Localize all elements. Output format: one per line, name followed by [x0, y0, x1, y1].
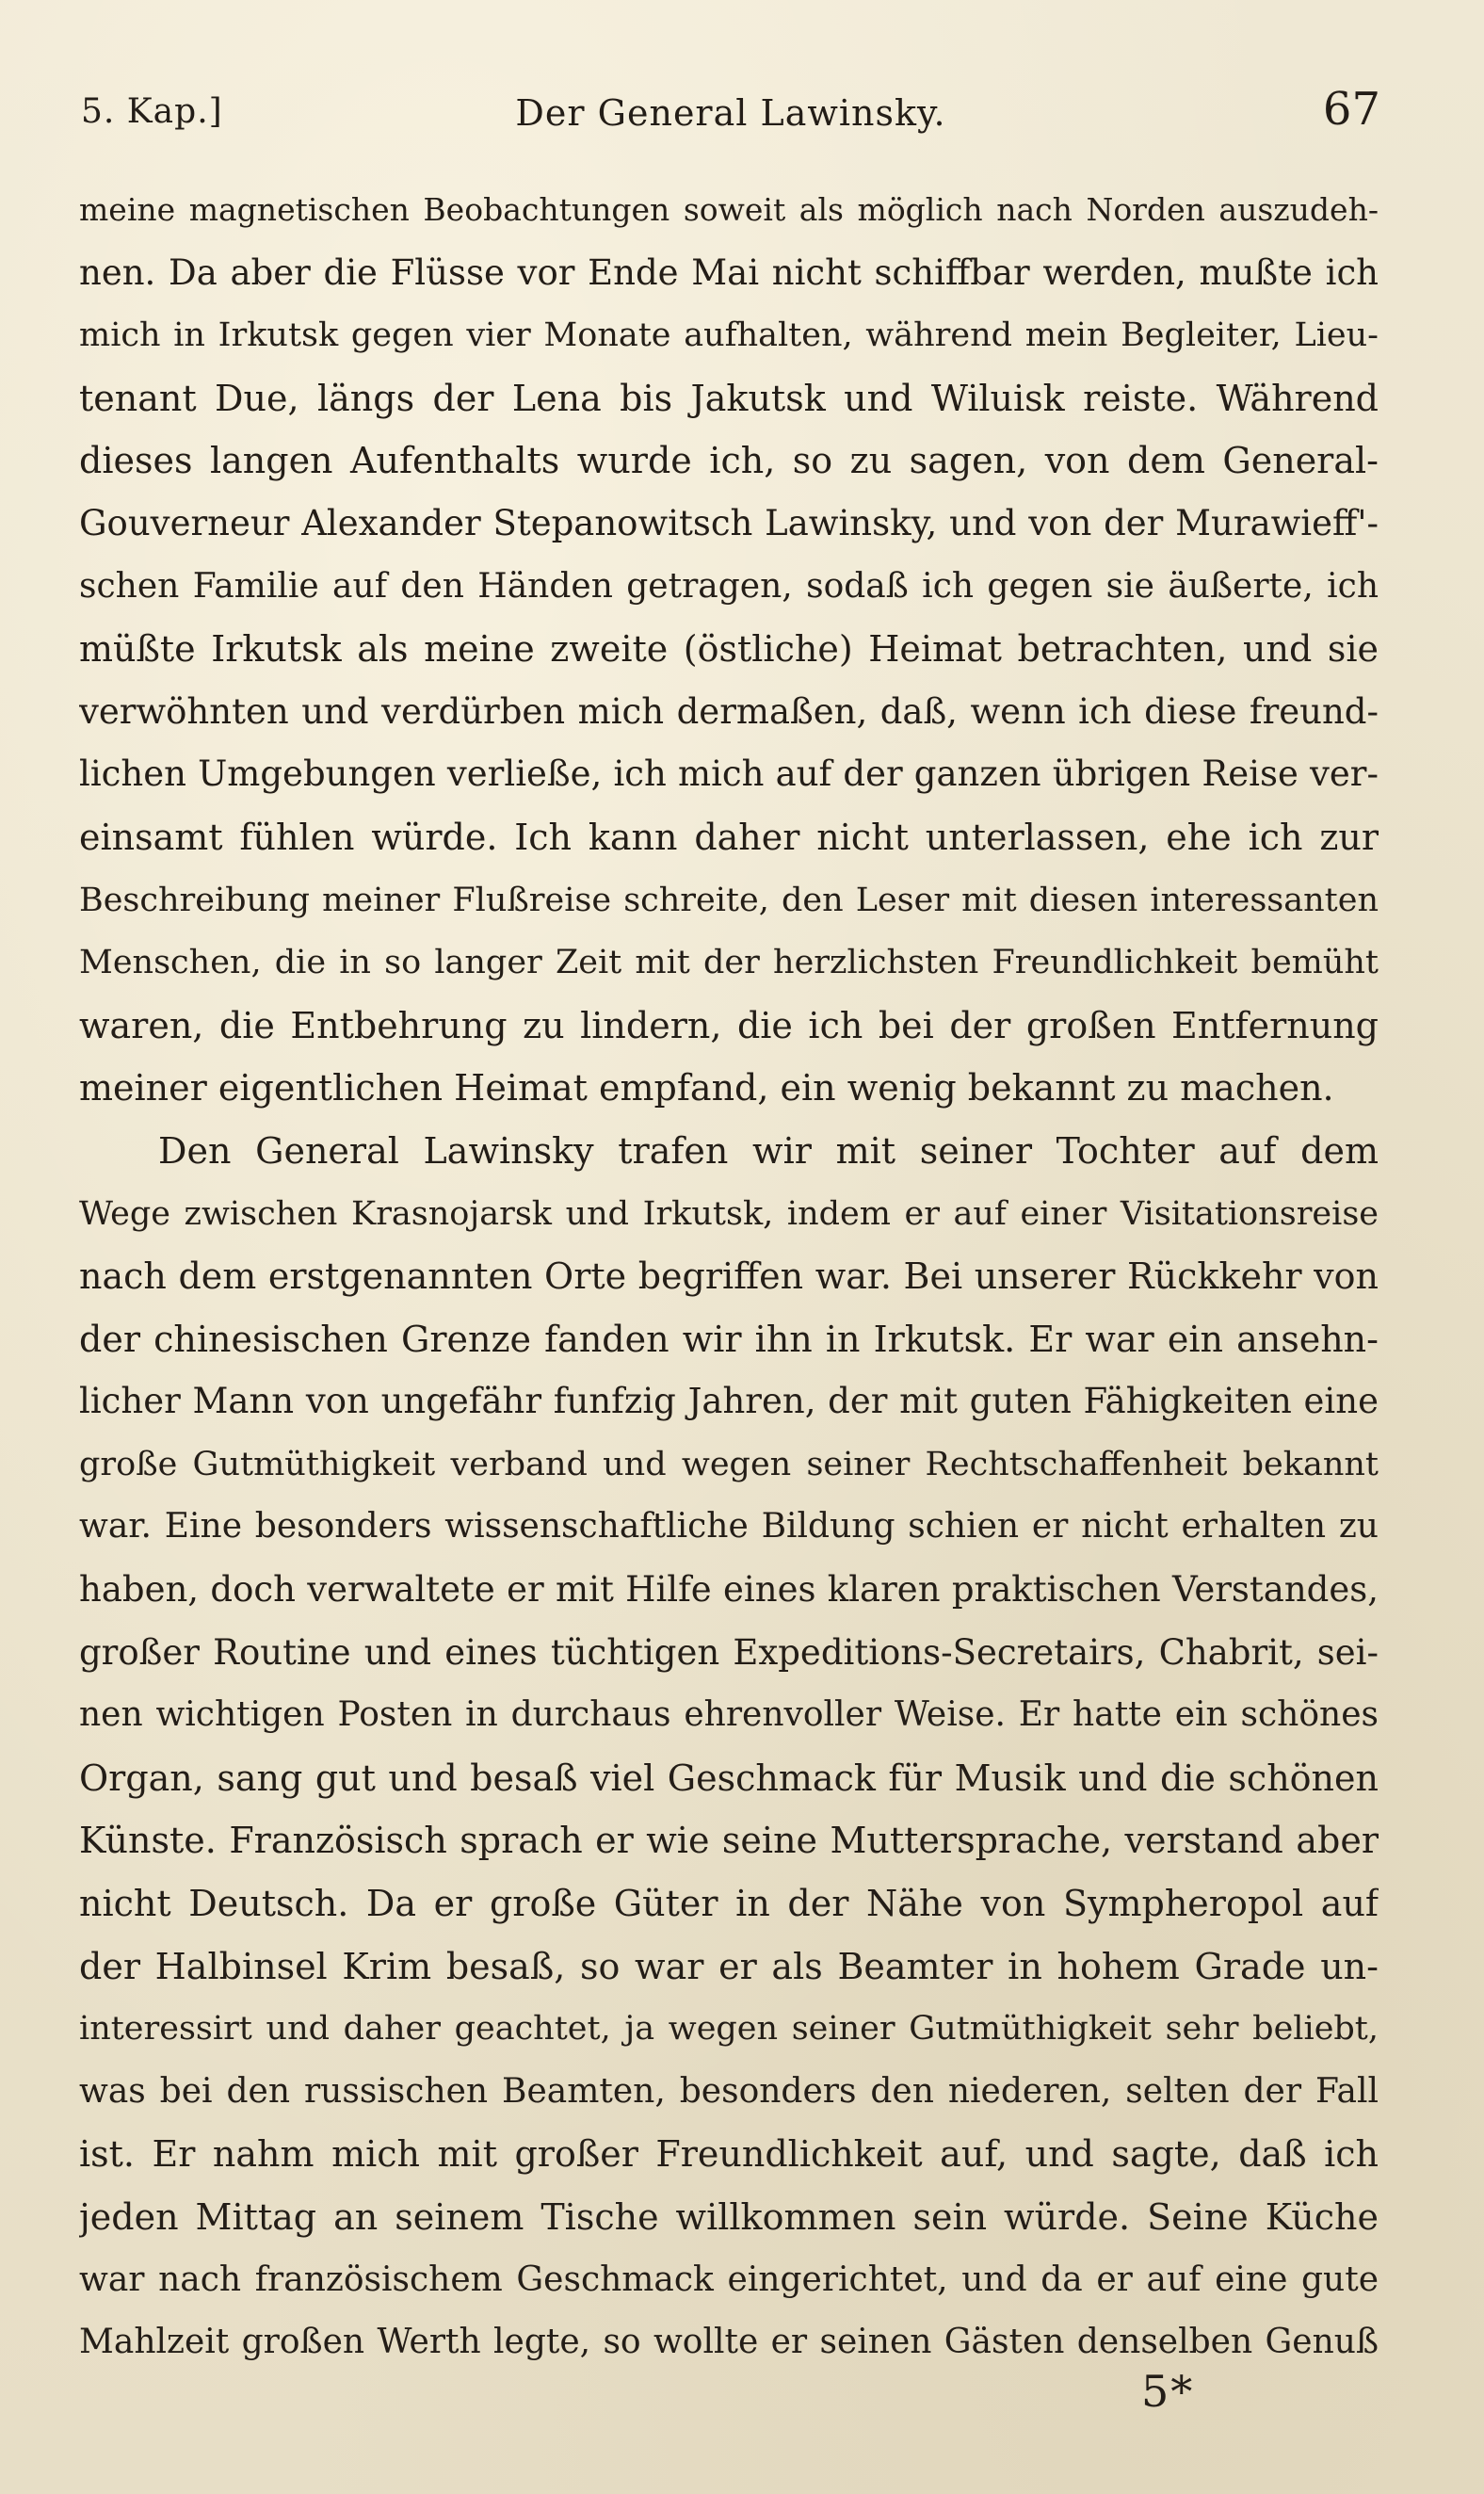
text-line: Beschreibung meiner Flußreise schreite, den Leser mit diesen interessanten [79, 881, 1379, 919]
text-line: nen wichtigen Posten in durchaus ehrenvoller Weise. Er hatte ein schönes [79, 1695, 1379, 1735]
text-line: Gouverneur Alexander Stepanowitsch Lawinsky, und von der Murawieff'- [79, 502, 1379, 543]
text-line: Mahlzeit großen Werth legte, so wollte er seinen Gästen denselben Genuß [79, 2323, 1379, 2362]
text-line: Organ, sang gut und besaß viel Geschmack für Musik und die schönen [79, 1757, 1379, 1799]
text-line: der chinesischen Grenze fanden wir ihn in Irkutsk. Er war ein ansehn- [79, 1318, 1379, 1360]
text-line: nen. Da aber die Flüsse vor Ende Mai nicht schiffbar werden, mußte ich [79, 251, 1379, 293]
text-line: ist. Er nahm mich mit großer Freundlichkeit auf, und sagte, daß ich [79, 2133, 1379, 2176]
text-line: waren, die Entbehrung zu lindern, die ich bei der großen Entfernung [79, 1004, 1379, 1046]
text-line: tenant Due, längs der Lena bis Jakutsk und Wiluisk reiste. Während [79, 377, 1379, 419]
text-line: mich in Irkutsk gegen vier Monate aufhalten, während mein Begleiter, Lieu- [79, 316, 1379, 355]
text-line: jeden Mittag an seinem Tische willkommen sein würde. Seine Küche [79, 2196, 1379, 2238]
text-line: lichen Umgebungen verließe, ich mich auf der ganzen übrigen Reise ver- [79, 753, 1379, 795]
chapter-label: 5. Kap.] [81, 92, 223, 131]
text-line: großer Routine und eines tüchtigen Expeditions-Secretairs, Chabrit, sei- [79, 1631, 1379, 1673]
signature-mark: 5* [1141, 2366, 1195, 2417]
running-header [81, 83, 1380, 149]
text-line: Künste. Französisch sprach er wie seine Muttersprache, verstand aber [79, 1820, 1379, 1862]
text-line: Den General Lawinsky trafen wir mit seiner Tochter auf dem [158, 1129, 1379, 1172]
text-line: nach dem erstgenannten Orte begriffen war. Bei unserer Rückkehr von [79, 1255, 1379, 1298]
text-line: Wege zwischen Krasnojarsk und Irkutsk, indem er auf einer Visitationsreise [79, 1194, 1379, 1233]
text-line: licher Mann von ungefähr funfzig Jahren, der mit guten Fähigkeiten eine [79, 1381, 1379, 1422]
text-line: war. Eine besonders wissenschaftliche Bildung schien er nicht erhalten zu [79, 1507, 1379, 1547]
text-line: der Halbinsel Krim besaß, so war er als Beamter in hohem Grade un- [79, 1945, 1379, 1987]
text-line: große Gutmüthigkeit verband und wegen seiner Rechtschaffenheit bekannt [79, 1445, 1379, 1483]
page-number: 67 [1322, 83, 1380, 136]
text-line: schen Familie auf den Händen getragen, sodaß ich gegen sie äußerte, ich [79, 566, 1379, 606]
text-line: nicht Deutsch. Da er große Güter in der Nähe von Sympheropol auf [79, 1883, 1379, 1925]
text-line: müßte Irkutsk als meine zweite (östliche) Heimat betrachten, und sie [79, 628, 1379, 671]
paragraph-2 [79, 1120, 1379, 2374]
text-line: war nach französischem Geschmack eingerichtet, und da er auf eine gute [79, 2259, 1379, 2299]
paragraph-1 [79, 179, 1379, 1120]
text-line: interessirt und daher geachtet, ja wegen seiner Gutmüthigkeit sehr beliebt, [79, 2010, 1379, 2049]
running-title: Der General Lawinsky. [515, 92, 946, 134]
text-line: Menschen, die in so langer Zeit mit der herzlichsten Freundlichkeit bemüht [79, 944, 1379, 982]
text-line: einsamt fühlen würde. Ich kann daher nicht unterlassen, ehe ich zur [79, 816, 1379, 858]
text-line: verwöhnten und verdürben mich dermaßen, daß, wenn ich diese freund- [79, 690, 1379, 732]
text-line: meiner eigentlichen Heimat empfand, ein wenig bekannt zu machen. [79, 1067, 1334, 1109]
text-line: was bei den russischen Beamten, besonders den niederen, selten der Fall [79, 2071, 1379, 2111]
body-text [79, 179, 1379, 2374]
text-line: dieses langen Aufenthalts wurde ich, so zu sagen, von dem General- [79, 440, 1379, 482]
text-line: haben, doch verwaltete er mit Hilfe eines klaren praktischen Verstandes, [79, 1569, 1379, 1611]
text-line: meine magnetischen Beobachtungen soweit als möglich nach Norden auszudeh- [79, 191, 1379, 228]
